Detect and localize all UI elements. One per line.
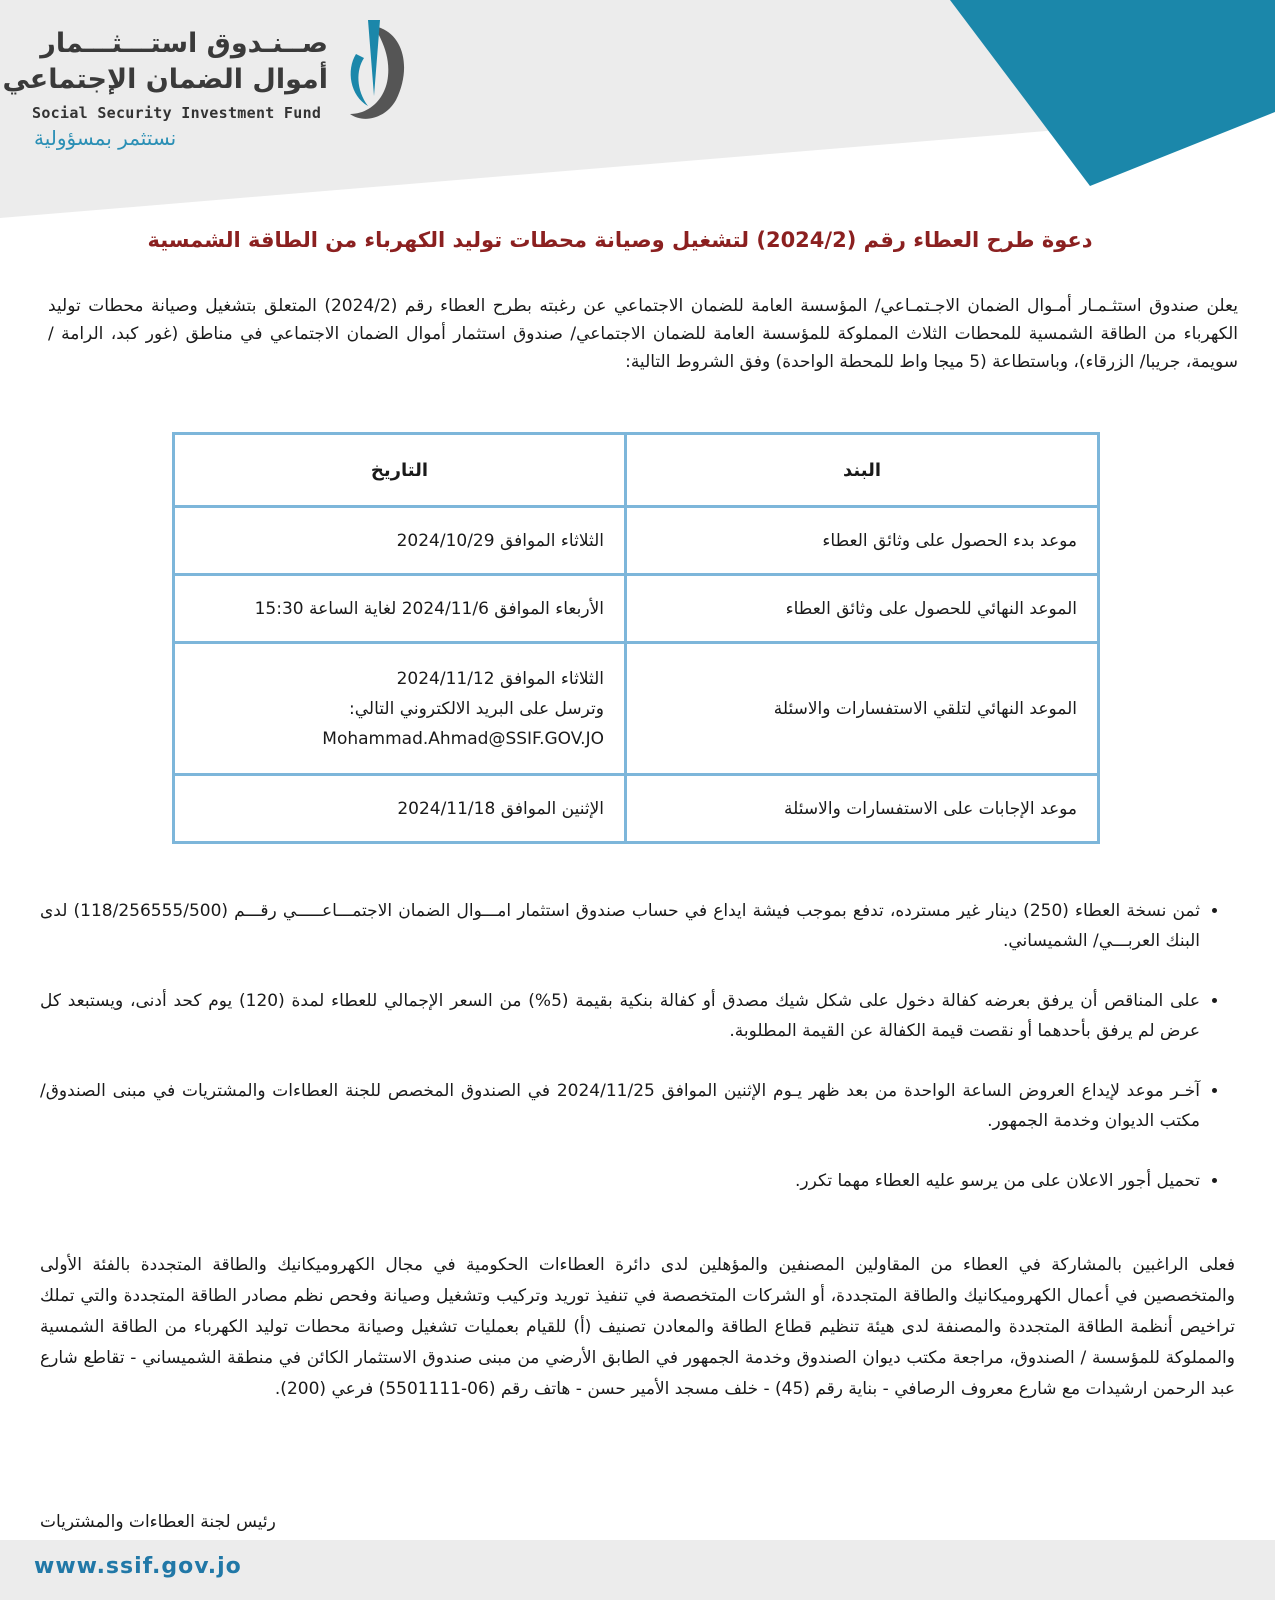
contact-email-link[interactable]: Mohammad.Ahmad@SSIF.GOV.JO bbox=[322, 728, 604, 749]
table-row bbox=[174, 575, 1099, 643]
row-date bbox=[174, 643, 626, 775]
row-date: الإثنين الموافق 2024/11/18 bbox=[174, 775, 626, 843]
row-date: الثلاثاء الموافق 2024/10/29 bbox=[174, 507, 626, 575]
header-item: البند bbox=[626, 434, 1099, 507]
table-row bbox=[174, 775, 1099, 843]
website-link[interactable]: www.ssif.gov.jo bbox=[34, 1554, 242, 1579]
list-item: • ثمن نسخة العطاء (250) دينار غير مسترده، تدفع بموجب فيشة ايداع في حساب صندوق استثمار امـــوال الضمان الاجتمـــاعـــــي رقـــم (118/256555/500) لدى البنك العربـــي/ الشميساني. bbox=[40, 896, 1200, 956]
table-row bbox=[174, 507, 1099, 575]
logo-name-english: Social Security Investment Fund bbox=[32, 104, 322, 122]
row-item: موعد بدء الحصول على وثائق العطاء bbox=[626, 507, 1099, 575]
row-item: موعد الإجابات على الاستفسارات والاسئلة bbox=[626, 775, 1099, 843]
row-date: الأربعاء الموافق 2024/11/6 لغاية الساعة 15:30 bbox=[174, 575, 626, 643]
row-item: الموعد النهائي للحصول على وثائق العطاء bbox=[626, 575, 1099, 643]
list-item: • آخـر موعد لإيداع العروض الساعة الواحدة من بعد ظهر يـوم الإثنين الموافق 2024/11/25 في الصندوق المخصص للجنة العطاءات والمشتريات في مبنى الصندوق/ مكتب الديوان وخدمة الجمهور. bbox=[40, 1076, 1200, 1136]
header-date: التاريخ bbox=[174, 434, 626, 507]
logo-swirl-icon bbox=[334, 18, 414, 128]
list-item: • تحميل أجور الاعلان على من يرسو عليه العطاء مهما تكرر. bbox=[40, 1166, 1200, 1196]
logo-name-line1: صــنـدوق استـــثـــمار bbox=[40, 28, 328, 59]
footer bbox=[0, 1540, 1275, 1600]
list-item: • على المناقص أن يرفق بعرضه كفالة دخول على شكل شيك مصدق أو كفالة بنكية بقيمة (5%) من السعر الإجمالي للعطاء لمدة (120) يوم كحد أدنى، ويستبعد كل عرض لم يرفق بأحدهما أو نقصت قيمة الكفالة عن القيمة المطلوبة. bbox=[40, 986, 1200, 1046]
signature-line: رئيس لجنة العطاءات والمشتريات bbox=[40, 1512, 276, 1532]
schedule-table bbox=[172, 432, 1100, 844]
fund-logo bbox=[2, 18, 418, 163]
logo-name-line2: أموال الضمان الإجتماعي bbox=[2, 64, 328, 95]
row-item: الموعد النهائي لتلقي الاستفسارات والاسئلة bbox=[626, 643, 1099, 775]
intro-paragraph bbox=[48, 292, 1238, 376]
closing-paragraph: فعلى الراغبين بالمشاركة في العطاء من المقاولين المصنفين والمؤهلين لدى دائرة العطاءات الحكومية في مجال الكهروميكانيك والطاقة المتجددة بالفئة الأولى والمتخصصين في أعمال الكهروميكانيك والطاقة المتجددة، أو الشركات المتخصصة في تنفيذ توريد وتركيب وتشغيل وصيانة وفحص نظم مصادر الطاقة المتجددة والتي تملك تراخيص أنظمة الطاقة المتجددة والمصنفة لدى هيئة تنظيم قطاع الطاقة والمعادن تصنيف (أ) للقيام بعمليات تشغيل وصيانة محطات توليد الكهرباء من الطاقة الشمسية والمملوكة للمؤسسة / الصندوق، مراجعة مكتب ديوان الصندوق وخدمة الجمهور في الطابق الأرضي من مبنى صندوق الاستثمار الكائن في منطقة الشميساني - تقاطع شارع عبد الرحمن ارشيدات مع شارع معروف الرصافي - بناية رقم (45) - خلف مسجد الأمير حسن - هاتف رقم (06-5501111) فرعي (200). bbox=[40, 1255, 1235, 1399]
table-header-row bbox=[174, 434, 1099, 507]
intro-text: يعلن صندوق استثـمـار أمـوال الضمان الاجـتمـاعي/ المؤسسة العامة للضمان الاجتماعي عن رغبته بطرح العطاء رقم (2024/2) المتعلق بتشغيل وصيانة محطات توليد الكهرباء من الطاقة الشمسية للمحطات الثلاث المملوكة للمؤسسة العامة للضمان الاجتماعي/ صندوق استثمار أموال الضمان الاجتماعي في مناطق (غور كبد، الرامة / سويمة، جريبا/ الزرقاء)، وباستطاعة (5 ميجا واط للمحطة الواحدة) وفق الشروط التالية: bbox=[48, 296, 1238, 372]
tender-title: دعوة طرح العطاء رقم (2024/2) لتشغيل وصيانة محطات توليد الكهرباء من الطاقة الشمسية bbox=[147, 228, 1093, 252]
conditions-list bbox=[40, 896, 1222, 1226]
logo-slogan: نستثمر بمسؤولية bbox=[34, 126, 177, 150]
row-date-line2: وترسل على البريد الالكتروني التالي: bbox=[349, 698, 604, 719]
row-date-line1: الثلاثاء الموافق 2024/11/12 bbox=[396, 668, 604, 689]
table-row bbox=[174, 643, 1099, 775]
